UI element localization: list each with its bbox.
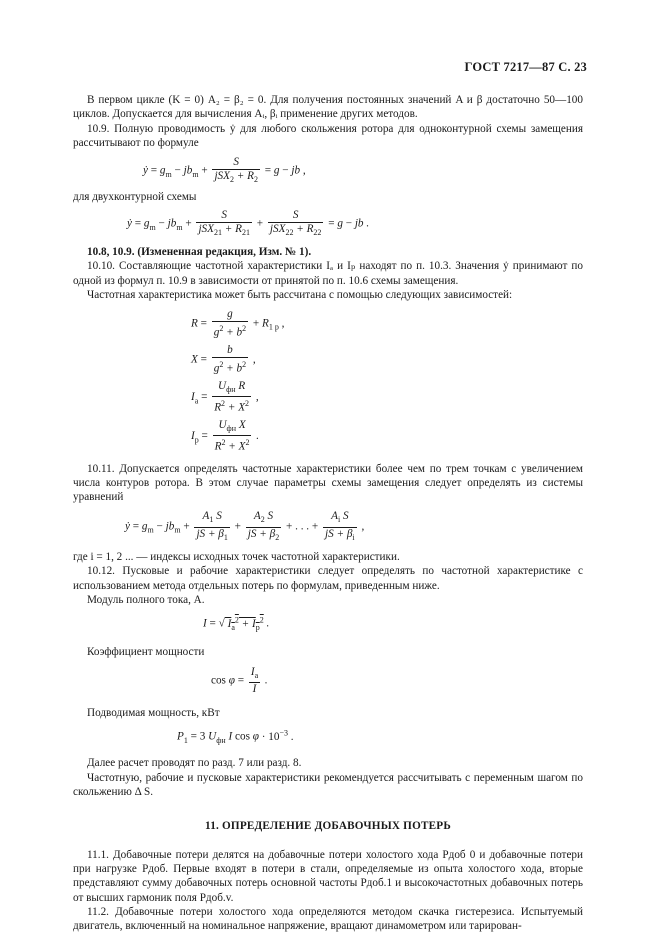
paragraph-double-circuit: для двухконтурной схемы: [73, 191, 197, 204]
paragraph-step: Частотную, рабочие и пусковые характеристики рекомендуется рассчитывать с переменным шагом по скольжению Δ S.: [73, 771, 583, 799]
formula-cos: cos φ = $\frac{I_a}{I}$ .: [211, 665, 268, 695]
formula-system: ẏ = $g_m - jb_m$ + $\frac{A_1 S}{jS + \beta_1}$ + $\frac{A_2 S}{jS + \beta_2}$ + . . . + $\frac{A_i S}{jS + \beta_i}$ ,: [125, 510, 365, 542]
paragraph-indices: где i = 1, 2 ... — индексы исходных точек частотной характеристики.: [73, 550, 400, 563]
paragraph-10-10: 10.10. Составляющие частотной характеристики Iₐ и Iₚ находят по п. 10.3. Значения ẏ принимают по одной из формул п. 10.9 в зависимости от принятой по п. 10.6 схемы замещения.: [73, 260, 583, 287]
paragraph-further: Далее расчет проводят по разд. 7 или разд. 8.: [87, 757, 302, 770]
formula-X: X = $\frac{b}{g^2 + b^2}$ ,: [191, 343, 256, 375]
section-title: 11. ОПРЕДЕЛЕНИЕ ДОБАВОЧНЫХ ПОТЕРЬ: [205, 820, 451, 833]
paragraph-input-power: Подводимая мощность, кВт: [87, 706, 220, 719]
paragraph-10-11: 10.11. Допускается определять частотные характеристики более чем по трем точкам с увеличением числа контуров ротора. В этом случае параметры схемы замещения следует определять из системы уравнений: [73, 462, 583, 504]
formula-Ia: $I_a$ = $U_{фн}$ R $R^2 + X^2$ ,: [191, 379, 259, 414]
paragraph-10-12: 10.12. Пусковые и рабочие характеристики следует определять по частотной характеристике с использованием метода отдельных потерь по формулам, приведенным ниже.: [73, 565, 583, 592]
formula-single-circuit: ẏ = $g_m - jb_m$ + S $jSX_2 + R_2$ = g − jb ,: [143, 156, 306, 185]
paragraph-11-1: 11.1. Добавочные потери делятся на добавочные потери холостого хода Pдоб 0 и добавочные потери при нагрузке Pдоб. Первые входят в потери в стали, определяемые из опыта холостого хода, вторые представляют сумму добавочных потерь основной частоты Pдоб.1 и высокочастотных добавочных потерь от высших гармоник поля Pдоб.v.: [73, 848, 583, 904]
paragraph-11-2: 11.2. Добавочные потери холостого хода определяются методом скачка гистерезиса. Испытуемый двигатель, включенный на номинальное напряжение, вращают динамометром или тарирован-: [73, 905, 583, 933]
paragraph-amendment: 10.8, 10.9. (Измененная редакция, Изм. № 1).: [87, 245, 312, 258]
paragraph-10-9: 10.9. Полную проводимость ẏ для любого скольжения ротора для одноконтурной схемы замещения рассчитывают по формуле: [73, 122, 583, 149]
formula-R: R = $\frac{g}{g^2 + b^2}$ + $R_{1 p}$ ,: [191, 308, 285, 339]
paragraph-power-factor: Коэффициент мощности: [87, 646, 205, 659]
formula-Ip: $I_p$ = $U_{фн}$ X $R^2 + X^2$ .: [191, 418, 260, 453]
paragraph-current: Модуль полного тока, А.: [87, 593, 205, 606]
formula-current: I = √ $I_a^2 + I_p^2$ .: [203, 615, 270, 633]
paragraph-cycle: В первом цикле (K = 0) A₂ = β₂ = 0. Для получения постоянных значений A и β достаточно 50—100 циклов. Допускается для вычисления Aᵢ, βᵢ применение других методов.: [73, 94, 583, 121]
document-body: [73, 93, 583, 933]
page-header: ГОСТ 7217—87 С. 23: [464, 60, 587, 74]
paragraph-frequency-char: Частотная характеристика может быть рассчитана с помощью следующих зависимостей:: [87, 288, 513, 301]
formula-double-circuit: ẏ = $g_m - jb_m$ + S $jSX_{21} + R_{21}$ + S $jSX_{22} + R_{22}$ = g − jb .: [127, 208, 370, 237]
formula-power: $P_1 = 3$ $U_{фн}$ I $\cos \varphi \cdot 10^{-3}$ .: [177, 728, 294, 746]
